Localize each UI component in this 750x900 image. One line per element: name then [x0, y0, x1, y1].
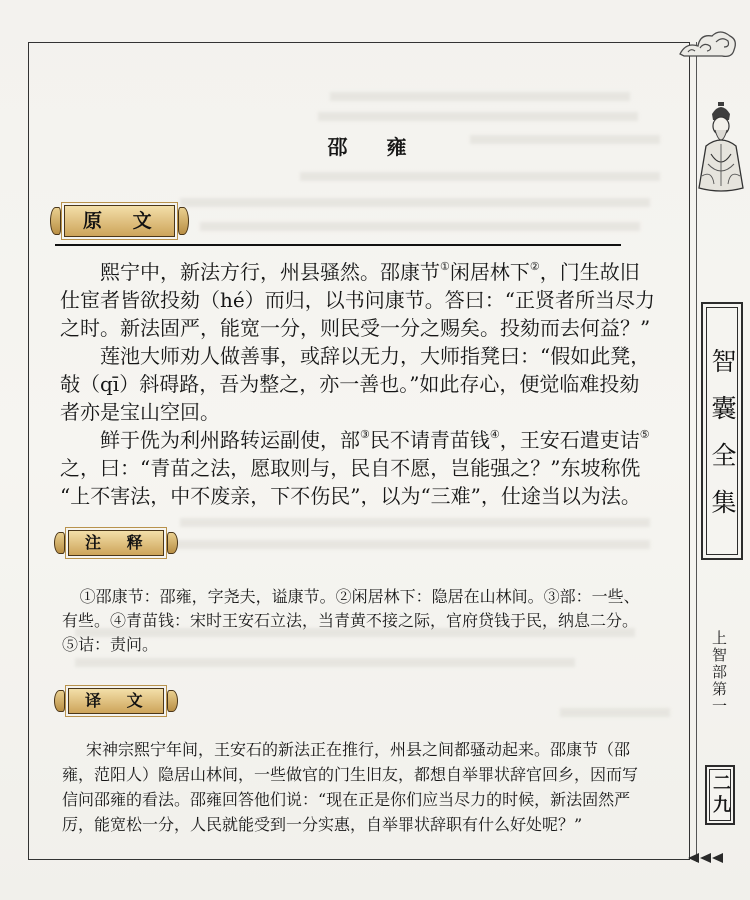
- original-text: [60, 258, 680, 510]
- bleed-through-shadow: [300, 172, 660, 181]
- book-title: 智囊全集: [708, 348, 737, 536]
- notes-heading: 注 释: [68, 530, 164, 556]
- original-line: [60, 370, 680, 398]
- original-paragraph: [60, 426, 680, 510]
- translation-heading-badge: [54, 688, 178, 714]
- translation-text: [62, 737, 682, 837]
- bleed-through-shadow: [470, 135, 660, 144]
- page-number: 二九: [710, 773, 731, 817]
- text-segment: “上不害法，中不废亲，下不伤民”，以为“三难”，仕途当以为法。: [60, 484, 641, 508]
- text-segment: 民不请青苗钱: [369, 428, 490, 452]
- chapter-label: 上智部第一: [710, 630, 728, 715]
- cloud-ornament-icon: [676, 24, 740, 62]
- translation-line: 厉，能宽松一分，人民就能受到一分实惠，自举罪状辞职有什么好处呢？”: [62, 815, 583, 834]
- text-segment: 者亦是宝山空回。: [60, 400, 220, 424]
- bleed-through-shadow: [318, 112, 638, 121]
- text-segment: ，门生故旧: [539, 260, 640, 284]
- badge-ornament-left: [50, 207, 61, 235]
- original-paragraph: [60, 258, 680, 342]
- text-segment: 闲居林下: [449, 260, 530, 284]
- heading-rule: [55, 244, 621, 246]
- note-marker: ④: [489, 428, 500, 441]
- note-marker: ①: [440, 260, 450, 273]
- text-segment: 仕宦者皆欲投劾（hé）而归，以书问康节。答曰：“正贤者所当尽力: [60, 288, 655, 312]
- text-segment: 敧（qī）斜碍路，吾为整之，亦一善也。”如此存心，便觉临难投劾: [60, 372, 640, 396]
- bleed-through-shadow: [180, 198, 650, 207]
- book-title-box: [701, 302, 743, 560]
- original-line: [60, 258, 680, 286]
- original-line: [60, 314, 680, 342]
- bleed-through-shadow: [560, 708, 670, 717]
- translation-heading: 译 文: [68, 688, 164, 714]
- notes-text: [62, 585, 682, 657]
- bleed-through-shadow: [200, 222, 640, 231]
- text-segment: 熙宁中，新法方行，州县骚然。邵康节: [100, 260, 440, 284]
- original-paragraph: [60, 342, 680, 426]
- translation-line: 宋神宗熙宁年间，王安石的新法正在推行，州县之间都骚动起来。邵康节（邵: [86, 740, 631, 759]
- note-marker: ③: [360, 428, 370, 441]
- bleed-through-shadow: [170, 540, 650, 549]
- text-segment: 鲜于侁为利州路转运副使，部: [100, 428, 360, 452]
- badge-ornament-left: [54, 532, 65, 554]
- badge-ornament-right: [167, 690, 178, 712]
- page-title: 邵 雍: [327, 135, 423, 159]
- translation-line: 信问邵雍的看法。邵雍回答他们说：“现在正是你们应当尽力的时候，新法固然严: [62, 790, 631, 809]
- bleed-through-shadow: [180, 518, 650, 527]
- arrow-left-icon: [700, 853, 711, 863]
- original-line: [60, 342, 680, 370]
- arrow-left-icon: [712, 853, 723, 863]
- badge-ornament-right: [167, 532, 178, 554]
- badge-ornament-left: [54, 690, 65, 712]
- note-line: ⑤诘：责问。: [62, 635, 159, 654]
- original-heading: 原 文: [64, 205, 175, 237]
- translation-line: 雍，范阳人）隐居山林间，一些做官的门生旧友，都想自举罪状辞官回乡，因而写: [62, 765, 639, 784]
- original-heading-badge: [50, 205, 189, 237]
- original-line: [60, 426, 680, 454]
- text-segment: 莲池大师劝人做善事，或辞以无力，大师指凳曰：“假如此凳，: [100, 344, 651, 368]
- sage-portrait-icon: [694, 98, 748, 194]
- text-segment: 之时。新法固严，能宽一分，则民受一分之赐矣。投劾而去何益？”: [60, 316, 651, 340]
- original-line: [60, 286, 680, 314]
- bleed-through-shadow: [75, 658, 575, 667]
- text-segment: 之，曰：“青苗之法，愿取则与，民自不愿，岂能强之？”东坡称侁: [60, 456, 641, 480]
- note-line: ①邵康节：邵雍，字尧夫，谥康节。②闲居林下：隐居在山林间。③部：一些、: [79, 587, 640, 606]
- note-marker: ②: [529, 260, 540, 273]
- note-line: 有些。④青苗钱：宋时王安石立法，当青黄不接之际，官府贷钱于民，纳息二分。: [62, 611, 639, 630]
- badge-ornament-right: [178, 207, 189, 235]
- bleed-through-shadow: [330, 92, 630, 101]
- notes-heading-badge: [54, 530, 178, 556]
- arrow-left-icon: [688, 853, 699, 863]
- original-line: [60, 482, 680, 510]
- text-segment: ，王安石遣吏诘: [499, 428, 640, 452]
- original-line: [60, 398, 680, 426]
- note-marker: ⑤: [639, 428, 650, 441]
- original-line: [60, 454, 680, 482]
- page-number-box: [705, 765, 735, 825]
- triple-arrow-left-icon: [688, 853, 724, 863]
